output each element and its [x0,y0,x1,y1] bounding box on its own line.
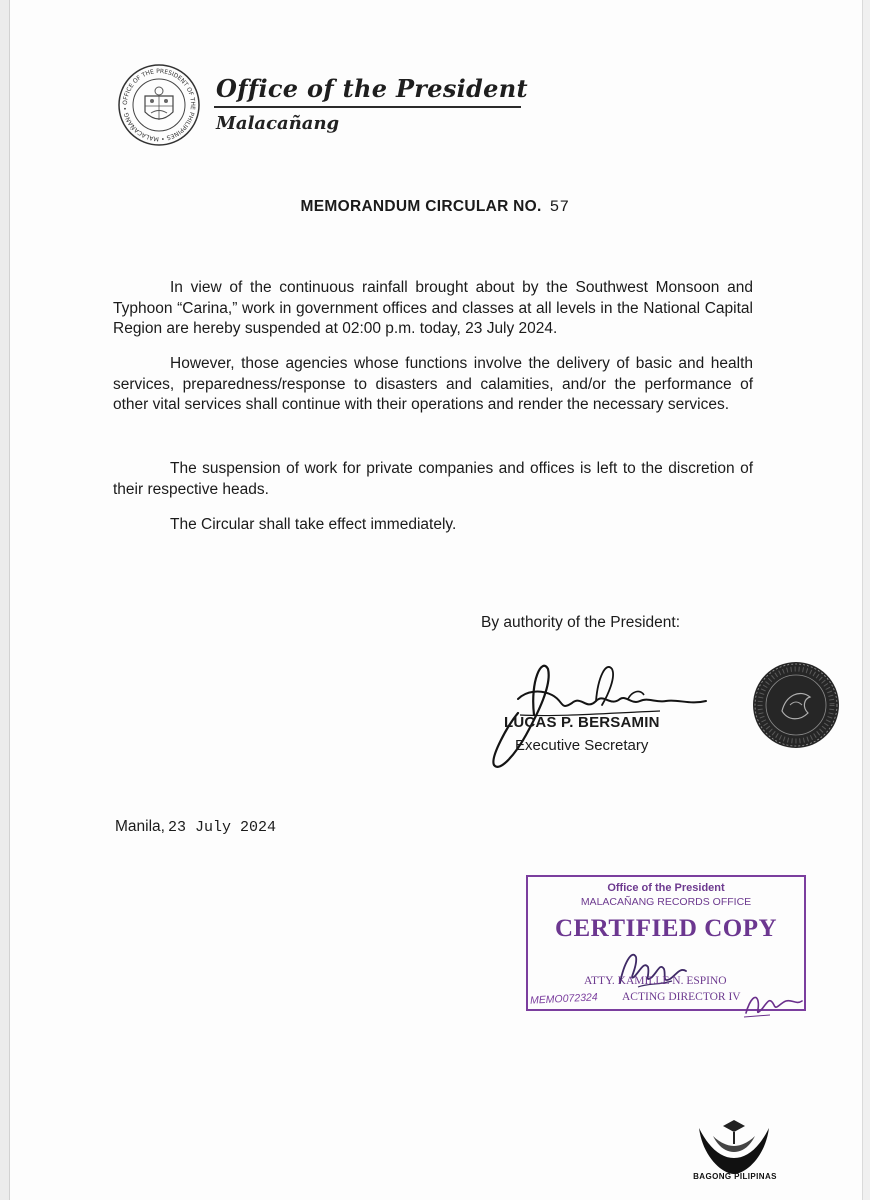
dateline-date: 23 July 2024 [167,819,276,836]
body-paragraph-4: The Circular shall take effect immediately. [170,516,457,533]
presidential-seal-icon [118,64,200,146]
svg-text:OFFICE OF THE PRESIDENT OF THE: OFFICE OF THE PRESIDENT OF THE PHILIPPINES • MALACAÑANG • [121,67,197,143]
certified-copy-stamp [526,875,806,1011]
dateline-place: Manila, [115,818,165,835]
letterhead-subtitle: Malacañang [216,113,340,134]
body-paragraph-2: However, those agencies whose functions involve the delivery of basic and health services, preparedness/response to disasters and calamities, and/or the performance of other vital services shall continue with their operations and render the necessary services. [113,355,753,413]
body-paragraph-3: The suspension of work for private companies and offices is left to the discretion of their respective heads. [113,460,753,498]
stamp-name-line: ATTY. KAMILLE N. ESPINO [584,975,727,987]
stamp-office-line: Office of the President [607,882,725,894]
signatory-title: Executive Secretary [515,737,649,754]
dry-seal-icon [752,661,840,749]
letterhead-title: Office of the President [216,74,528,103]
authority-line: By authority of the President: [481,614,681,631]
body-paragraph-1: In view of the continuous rainfall brought about by the Southwest Monsoon and Typhoon “Carina,” work in government offices and classes at all levels in the National Capital Region are hereby suspended at 02:00 p.m. today, 23 July 2024. [113,279,753,337]
memo-heading [0,198,870,216]
stamp-initial-icon [740,987,806,1021]
dateline [115,818,276,836]
stamp-signature-icon [598,943,698,995]
memo-heading-label: MEMORANDUM CIRCULAR NO. [300,198,542,215]
page-edge-right [862,0,870,1200]
memo-number: 57 [549,198,570,216]
letterhead-rule [214,106,521,108]
stamp-records-line: MALACAÑANG RECORDS OFFICE [580,896,752,908]
stamp-handwritten-code: MEMO072324 [529,991,598,1007]
page-edge-left [0,0,10,1200]
signatory-name: LUCAS P. BERSAMIN [504,714,660,731]
stamp-position-line: ACTING DIRECTOR IV [622,991,741,1003]
bagong-pilipinas-logo-text: BAGONG PILIPINAS [693,1172,777,1181]
bagong-pilipinas-logo-icon [693,1118,775,1178]
stamp-certified-copy: CERTIFIED COPY [554,915,778,942]
